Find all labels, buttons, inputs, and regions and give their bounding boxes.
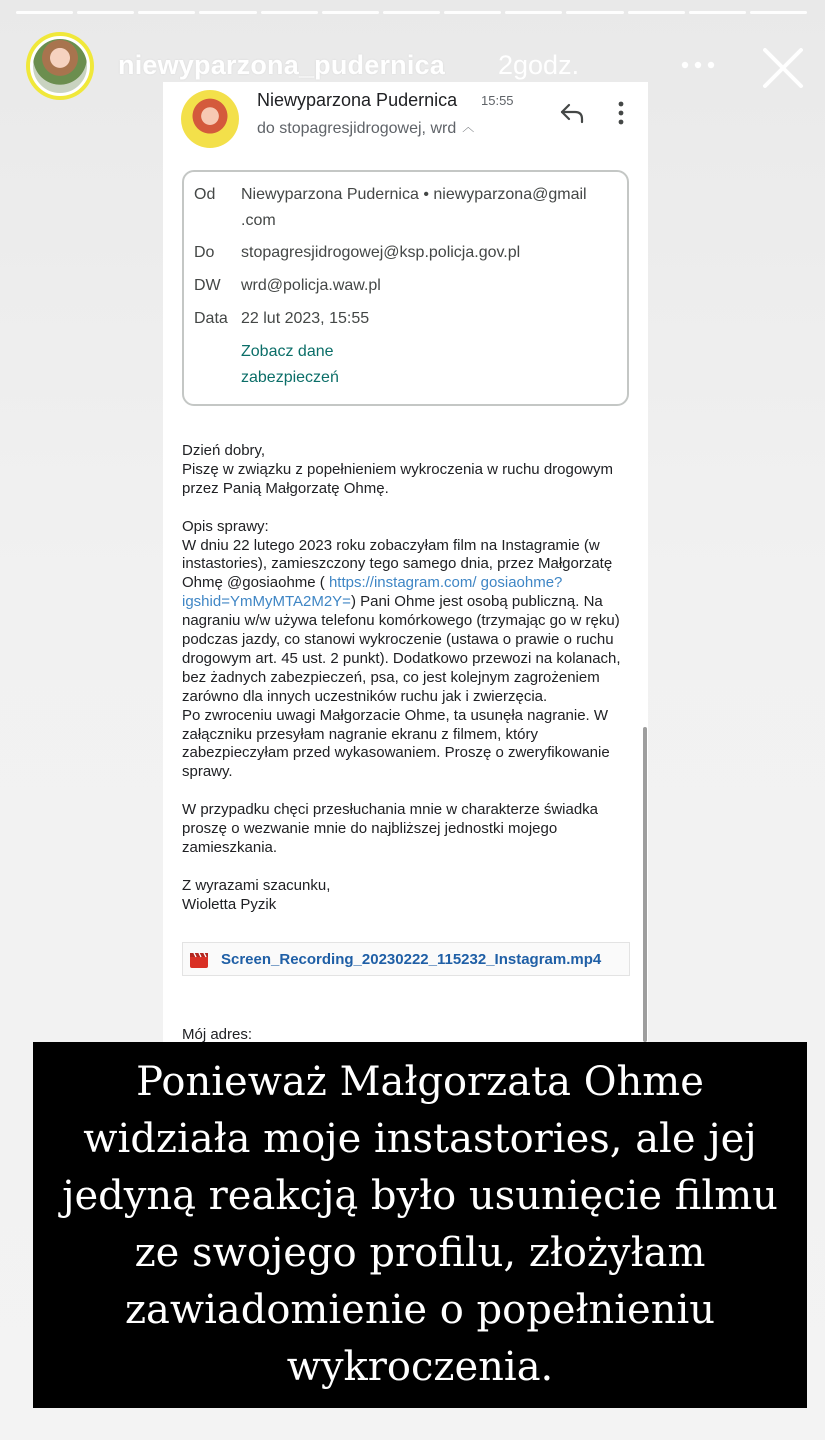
intro-paragraph: Piszę w związku z popełnieniem wykroczenia w ruchu drogowym przez Panią Małgorzatę Ohmę.	[182, 460, 614, 497]
story-time: 2godz.	[498, 50, 580, 80]
chevron-up-icon: ︿	[462, 120, 475, 134]
close-icon[interactable]	[761, 46, 805, 90]
greeting: Dzień dobry,	[182, 442, 266, 459]
progress-segment	[383, 11, 440, 14]
progress-segment	[322, 11, 379, 14]
progress-segment	[750, 11, 807, 14]
progress-segment	[689, 11, 746, 14]
detail-value: wrd@policja.waw.pl	[241, 277, 381, 294]
email-screenshot	[163, 82, 648, 1042]
sender-time: 15:55	[481, 93, 514, 108]
email-body	[182, 442, 632, 915]
detail-value: 22 lut 2023, 15:55	[241, 310, 370, 327]
kebab-menu-icon	[617, 100, 625, 126]
detail-label: Od	[194, 186, 216, 203]
case-text-before: W dniu 22 lutego 2023 roku zobaczyłam film na Instagramie (w instastories), zamieszczony tego samego dnia, przez Małgorzatę Ohmę @gosiaohme (	[182, 536, 613, 592]
sender-name: Niewyparzona Pudernica	[257, 90, 458, 110]
detail-value: Niewyparzona Pudernica • niewyparzona@gmail .com	[241, 186, 587, 229]
video-file-icon	[189, 950, 209, 970]
story-avatar[interactable]	[26, 32, 94, 100]
detail-label: DW	[194, 277, 221, 294]
detail-label: Do	[194, 244, 215, 261]
caption-text: Ponieważ Małgorzata Ohme widziała moje instastories, ale jej jedyną reakcją było usunięcie filmu ze swojego profilu, złożyłam zawiadomienie o popełnieniu wykroczenia.	[62, 1059, 778, 1390]
progress-segment	[261, 11, 318, 14]
attachment-chip[interactable]	[182, 942, 630, 976]
recipients-text: do stopagresjidrogowej, wrd	[257, 120, 457, 137]
sender-avatar	[181, 90, 239, 148]
attachment-filename[interactable]: Screen_Recording_20230222_115232_Instagram.mp4	[221, 951, 602, 968]
followup-paragraph: Po zwroceniu uwagi Małgorzacie Ohme, ta usunęła nagranie. W załączniku przesyłam nagranie ekranu z filmem, który zabezpieczyłam przed wykasowaniem. Proszę o zweryfikowanie sprawy.	[182, 706, 610, 781]
security-details-link[interactable]: Zobacz dane zabezpieczeń	[241, 343, 339, 386]
witness-paragraph: W przypadku chęci przesłuchania mnie w charakterze świadka proszę o wezwanie mnie do najbliższej jednostki mojego zamieszkania.	[182, 801, 599, 856]
story-progress-bar	[16, 11, 807, 14]
progress-segment	[505, 11, 562, 14]
case-heading: Opis sprawy:	[182, 517, 269, 535]
reply-icon	[559, 102, 585, 124]
instagram-link[interactable]: https://instagram.com/ gosiaohme?igshid=YmMyMTA2M2Y=	[182, 574, 563, 611]
detail-value: stopagresjidrogowej@ksp.policja.gov.pl	[241, 244, 521, 261]
progress-segment	[199, 11, 256, 14]
scrollbar[interactable]	[643, 727, 647, 1042]
address-label: Mój adres:	[182, 1026, 253, 1042]
progress-segment	[628, 11, 685, 14]
progress-segment	[444, 11, 501, 14]
signature: Wioletta Pyzik	[182, 895, 277, 913]
story-caption	[33, 1042, 807, 1408]
progress-segment	[77, 11, 134, 14]
story-username[interactable]: niewyparzona_pudernica	[118, 50, 445, 80]
progress-segment	[16, 11, 73, 14]
case-text-after: ) Pani Ohme jest osobą publiczną. Na nagraniu w/w używa telefonu komórkowego (trzymając go w ręku) podczas jazdy, co stanowi wykroczenie (ustawa o prawie o ruchu drogowym art. 45 ust. 2 punkt). Dodatkowo przewozi na kolanach, bez żadnych zabezpieczeń, psa, co jest kolejnym zagrożeniem zarówno dla innych uczestników ruchu jak i zwierzęcia.	[182, 593, 621, 705]
detail-label: Data	[194, 310, 228, 327]
email-details-box	[182, 170, 629, 406]
more-options-icon[interactable]	[681, 58, 715, 72]
progress-segment	[138, 11, 195, 14]
progress-segment	[566, 11, 623, 14]
recipients-summary	[257, 118, 474, 138]
avatar-photo	[30, 36, 90, 96]
case-paragraph	[182, 537, 632, 707]
closing: Z wyrazami szacunku,	[182, 876, 331, 894]
